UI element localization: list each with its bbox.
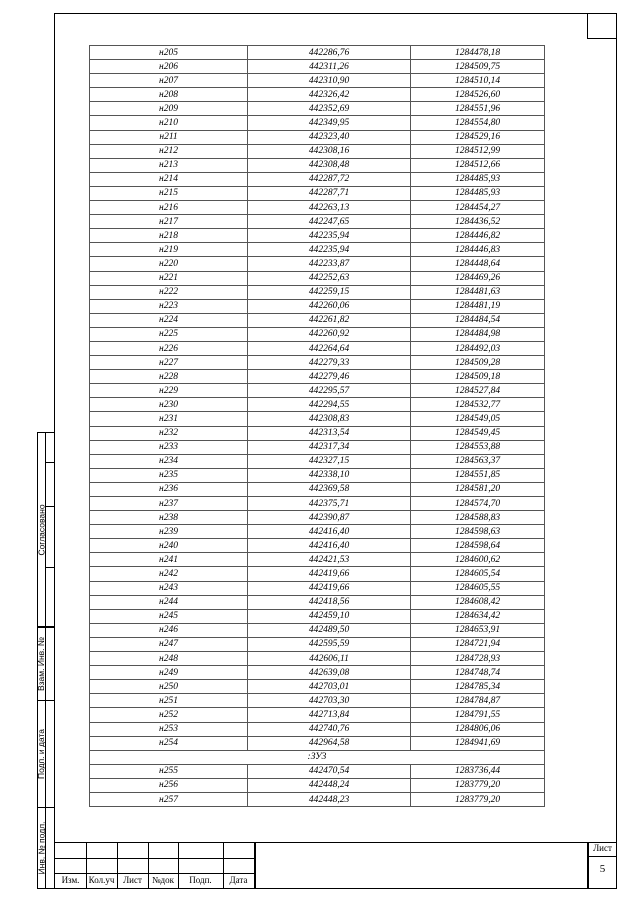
point-id: н239 xyxy=(90,525,248,539)
y-coordinate: 1284748,74 xyxy=(411,666,545,680)
point-id: н252 xyxy=(90,708,248,722)
table-row xyxy=(90,327,545,341)
point-id: н240 xyxy=(90,539,248,553)
y-coordinate: 1284454,27 xyxy=(411,201,545,215)
stamp-inv-original-label: Инв. № подл. xyxy=(36,821,47,875)
x-coordinate: 442279,33 xyxy=(248,356,411,370)
point-id: н232 xyxy=(90,426,248,440)
y-coordinate: 1284446,83 xyxy=(411,243,545,257)
y-coordinate: 1284529,16 xyxy=(411,130,545,144)
table-row xyxy=(90,229,545,243)
point-id: н229 xyxy=(90,384,248,398)
table-row xyxy=(90,201,545,215)
tb-header-kolvo: Кол.уч xyxy=(88,875,115,885)
table-row xyxy=(90,595,545,609)
table-row xyxy=(90,172,545,186)
corner-box xyxy=(587,13,617,39)
x-coordinate: 442308,83 xyxy=(248,412,411,426)
y-coordinate: 1284563,37 xyxy=(411,454,545,468)
table-row xyxy=(90,736,545,750)
tb-line xyxy=(54,858,254,859)
y-coordinate: 1284605,54 xyxy=(411,567,545,581)
tb-line xyxy=(54,873,254,874)
point-id: н216 xyxy=(90,201,248,215)
table-row xyxy=(90,525,545,539)
table-row xyxy=(90,426,545,440)
table-row xyxy=(90,384,545,398)
table-row xyxy=(90,299,545,313)
table-row xyxy=(90,158,545,172)
point-id: н227 xyxy=(90,356,248,370)
point-id: н237 xyxy=(90,497,248,511)
x-coordinate: 442233,87 xyxy=(248,257,411,271)
point-id: н253 xyxy=(90,722,248,736)
table-row xyxy=(90,792,545,806)
point-id: н255 xyxy=(90,764,248,778)
y-coordinate: 1284532,77 xyxy=(411,398,545,412)
table-row xyxy=(90,243,545,257)
point-id: н236 xyxy=(90,482,248,496)
tb-header-list: Лист xyxy=(123,875,142,885)
y-coordinate: 1284478,18 xyxy=(411,46,545,60)
y-coordinate: 1284549,45 xyxy=(411,426,545,440)
x-coordinate: 442235,94 xyxy=(248,243,411,257)
x-coordinate: 442252,63 xyxy=(248,271,411,285)
x-coordinate: 442352,69 xyxy=(248,102,411,116)
table-row xyxy=(90,370,545,384)
point-id: н224 xyxy=(90,313,248,327)
point-id: н213 xyxy=(90,158,248,172)
section-label: :ЗУ3 xyxy=(90,750,545,764)
table-row xyxy=(90,440,545,454)
point-id: н257 xyxy=(90,792,248,806)
x-coordinate: 442606,11 xyxy=(248,652,411,666)
point-id: н231 xyxy=(90,412,248,426)
table-row xyxy=(90,652,545,666)
y-coordinate: 1284436,52 xyxy=(411,215,545,229)
point-id: н219 xyxy=(90,243,248,257)
table-row xyxy=(90,694,545,708)
y-coordinate: 1284806,06 xyxy=(411,722,545,736)
point-id: н226 xyxy=(90,341,248,355)
x-coordinate: 442369,58 xyxy=(248,482,411,496)
point-id: н214 xyxy=(90,172,248,186)
table-row xyxy=(90,186,545,200)
table-row xyxy=(90,341,545,355)
y-coordinate: 1284598,63 xyxy=(411,525,545,539)
x-coordinate: 442295,57 xyxy=(248,384,411,398)
x-coordinate: 442260,92 xyxy=(248,327,411,341)
x-coordinate: 442416,40 xyxy=(248,525,411,539)
coordinates-table xyxy=(89,45,545,807)
point-id: н230 xyxy=(90,398,248,412)
y-coordinate: 1284509,75 xyxy=(411,60,545,74)
point-id: н241 xyxy=(90,553,248,567)
point-id: н212 xyxy=(90,144,248,158)
y-coordinate: 1283736,44 xyxy=(411,764,545,778)
table-row xyxy=(90,356,545,370)
y-coordinate: 1284608,42 xyxy=(411,595,545,609)
tb-header-data: Дата xyxy=(229,875,248,885)
point-id: н254 xyxy=(90,736,248,750)
stamp-sign-date-label: Подп. и дата xyxy=(36,728,47,779)
table-row xyxy=(90,285,545,299)
x-coordinate: 442489,50 xyxy=(248,623,411,637)
point-id: н221 xyxy=(90,271,248,285)
point-id: н242 xyxy=(90,567,248,581)
y-coordinate: 1284581,20 xyxy=(411,482,545,496)
table-row xyxy=(90,666,545,680)
table-row xyxy=(90,722,545,736)
y-coordinate: 1284485,93 xyxy=(411,172,545,186)
point-id: н209 xyxy=(90,102,248,116)
y-coordinate: 1283779,20 xyxy=(411,778,545,792)
table-row xyxy=(90,215,545,229)
stamp-replace-inv-label: Взам. Инв. № xyxy=(36,636,47,691)
table-row xyxy=(90,74,545,88)
table-row xyxy=(90,637,545,651)
x-coordinate: 442310,90 xyxy=(248,74,411,88)
x-coordinate: 442390,87 xyxy=(248,511,411,525)
table-row xyxy=(90,609,545,623)
section-row xyxy=(90,750,545,764)
point-id: н235 xyxy=(90,468,248,482)
table-row xyxy=(90,708,545,722)
point-id: н228 xyxy=(90,370,248,384)
x-coordinate: 442326,42 xyxy=(248,88,411,102)
y-coordinate: 1284512,66 xyxy=(411,158,545,172)
point-id: н207 xyxy=(90,74,248,88)
point-id: н247 xyxy=(90,637,248,651)
x-coordinate: 442323,40 xyxy=(248,130,411,144)
point-id: н233 xyxy=(90,440,248,454)
y-coordinate: 1284605,55 xyxy=(411,581,545,595)
table-row xyxy=(90,257,545,271)
table-row xyxy=(90,680,545,694)
table-row xyxy=(90,313,545,327)
y-coordinate: 1283779,20 xyxy=(411,792,545,806)
table-row xyxy=(90,581,545,595)
point-id: н206 xyxy=(90,60,248,74)
y-coordinate: 1284634,42 xyxy=(411,609,545,623)
table-row xyxy=(90,497,545,511)
point-id: н210 xyxy=(90,116,248,130)
x-coordinate: 442703,01 xyxy=(248,680,411,694)
table-row xyxy=(90,412,545,426)
x-coordinate: 442287,71 xyxy=(248,186,411,200)
point-id: н220 xyxy=(90,257,248,271)
x-coordinate: 442459,10 xyxy=(248,609,411,623)
y-coordinate: 1284551,85 xyxy=(411,468,545,482)
table-row xyxy=(90,468,545,482)
x-coordinate: 442261,82 xyxy=(248,313,411,327)
x-coordinate: 442235,94 xyxy=(248,229,411,243)
point-id: н246 xyxy=(90,623,248,637)
x-coordinate: 442349,95 xyxy=(248,116,411,130)
x-coordinate: 442448,24 xyxy=(248,778,411,792)
y-coordinate: 1284549,05 xyxy=(411,412,545,426)
table-row xyxy=(90,482,545,496)
y-coordinate: 1284941,69 xyxy=(411,736,545,750)
point-id: н251 xyxy=(90,694,248,708)
x-coordinate: 442448,23 xyxy=(248,792,411,806)
y-coordinate: 1284481,63 xyxy=(411,285,545,299)
point-id: н208 xyxy=(90,88,248,102)
x-coordinate: 442740,76 xyxy=(248,722,411,736)
tb-header-izm: Изм. xyxy=(61,875,80,885)
y-coordinate: 1284509,18 xyxy=(411,370,545,384)
x-coordinate: 442308,16 xyxy=(248,144,411,158)
point-id: н217 xyxy=(90,215,248,229)
y-coordinate: 1284484,54 xyxy=(411,313,545,327)
x-coordinate: 442418,56 xyxy=(248,595,411,609)
tb-line xyxy=(587,856,617,857)
y-coordinate: 1284510,14 xyxy=(411,74,545,88)
y-coordinate: 1284728,93 xyxy=(411,652,545,666)
y-coordinate: 1284598,64 xyxy=(411,539,545,553)
x-coordinate: 442964,58 xyxy=(248,736,411,750)
x-coordinate: 442327,15 xyxy=(248,454,411,468)
x-coordinate: 442338,10 xyxy=(248,468,411,482)
y-coordinate: 1284785,34 xyxy=(411,680,545,694)
y-coordinate: 1284527,84 xyxy=(411,384,545,398)
y-coordinate: 1284481,19 xyxy=(411,299,545,313)
x-coordinate: 442247,65 xyxy=(248,215,411,229)
x-coordinate: 442713,84 xyxy=(248,708,411,722)
point-id: н248 xyxy=(90,652,248,666)
y-coordinate: 1284484,98 xyxy=(411,327,545,341)
point-id: н249 xyxy=(90,666,248,680)
table-row xyxy=(90,398,545,412)
y-coordinate: 1284448,64 xyxy=(411,257,545,271)
table-row xyxy=(90,539,545,553)
x-coordinate: 442313,54 xyxy=(248,426,411,440)
x-coordinate: 442286,76 xyxy=(248,46,411,60)
x-coordinate: 442287,72 xyxy=(248,172,411,186)
table-row xyxy=(90,130,545,144)
point-id: н250 xyxy=(90,680,248,694)
x-coordinate: 442639,08 xyxy=(248,666,411,680)
table-row xyxy=(90,778,545,792)
point-id: н244 xyxy=(90,595,248,609)
tb-line xyxy=(254,842,256,889)
table-row xyxy=(90,271,545,285)
y-coordinate: 1284485,93 xyxy=(411,186,545,200)
y-coordinate: 1284492,03 xyxy=(411,341,545,355)
tb-header-podp: Подп. xyxy=(189,875,212,885)
y-coordinate: 1284784,87 xyxy=(411,694,545,708)
side-stamp-line xyxy=(45,567,54,568)
x-coordinate: 442259,15 xyxy=(248,285,411,299)
point-id: н211 xyxy=(90,130,248,144)
point-id: н218 xyxy=(90,229,248,243)
x-coordinate: 442294,55 xyxy=(248,398,411,412)
point-id: н215 xyxy=(90,186,248,200)
table-row xyxy=(90,116,545,130)
x-coordinate: 442595,59 xyxy=(248,637,411,651)
tb-header-ndoc: №док xyxy=(151,875,175,885)
x-coordinate: 442375,71 xyxy=(248,497,411,511)
x-coordinate: 442703,30 xyxy=(248,694,411,708)
sheet-number: 5 xyxy=(599,863,606,875)
y-coordinate: 1284509,28 xyxy=(411,356,545,370)
point-id: н238 xyxy=(90,511,248,525)
table-row xyxy=(90,60,545,74)
table-row xyxy=(90,144,545,158)
y-coordinate: 1284653,91 xyxy=(411,623,545,637)
y-coordinate: 1284446,82 xyxy=(411,229,545,243)
table-row xyxy=(90,511,545,525)
table-row xyxy=(90,567,545,581)
table-row xyxy=(90,46,545,60)
point-id: н222 xyxy=(90,285,248,299)
x-coordinate: 442416,40 xyxy=(248,539,411,553)
table-row xyxy=(90,553,545,567)
table-row xyxy=(90,88,545,102)
table-row xyxy=(90,454,545,468)
x-coordinate: 442470,54 xyxy=(248,764,411,778)
x-coordinate: 442311,26 xyxy=(248,60,411,74)
side-stamp-line xyxy=(45,462,54,463)
point-id: н223 xyxy=(90,299,248,313)
y-coordinate: 1284791,55 xyxy=(411,708,545,722)
table-row xyxy=(90,102,545,116)
y-coordinate: 1284512,99 xyxy=(411,144,545,158)
x-coordinate: 442419,66 xyxy=(248,567,411,581)
x-coordinate: 442279,46 xyxy=(248,370,411,384)
y-coordinate: 1284600,62 xyxy=(411,553,545,567)
x-coordinate: 442421,53 xyxy=(248,553,411,567)
point-id: н256 xyxy=(90,778,248,792)
point-id: н225 xyxy=(90,327,248,341)
point-id: н205 xyxy=(90,46,248,60)
x-coordinate: 442317,34 xyxy=(248,440,411,454)
x-coordinate: 442308,48 xyxy=(248,158,411,172)
stamp-agreed-label: Согласовано xyxy=(36,503,47,556)
x-coordinate: 442260,06 xyxy=(248,299,411,313)
x-coordinate: 442263,13 xyxy=(248,201,411,215)
x-coordinate: 442419,66 xyxy=(248,581,411,595)
y-coordinate: 1284551,96 xyxy=(411,102,545,116)
y-coordinate: 1284574,70 xyxy=(411,497,545,511)
sheet-label: Лист xyxy=(593,843,612,853)
table-row xyxy=(90,764,545,778)
x-coordinate: 442264,64 xyxy=(248,341,411,355)
y-coordinate: 1284721,94 xyxy=(411,637,545,651)
y-coordinate: 1284554,80 xyxy=(411,116,545,130)
point-id: н243 xyxy=(90,581,248,595)
table-row xyxy=(90,623,545,637)
y-coordinate: 1284469,26 xyxy=(411,271,545,285)
point-id: н245 xyxy=(90,609,248,623)
y-coordinate: 1284526,60 xyxy=(411,88,545,102)
y-coordinate: 1284588,83 xyxy=(411,511,545,525)
point-id: н234 xyxy=(90,454,248,468)
y-coordinate: 1284553,88 xyxy=(411,440,545,454)
